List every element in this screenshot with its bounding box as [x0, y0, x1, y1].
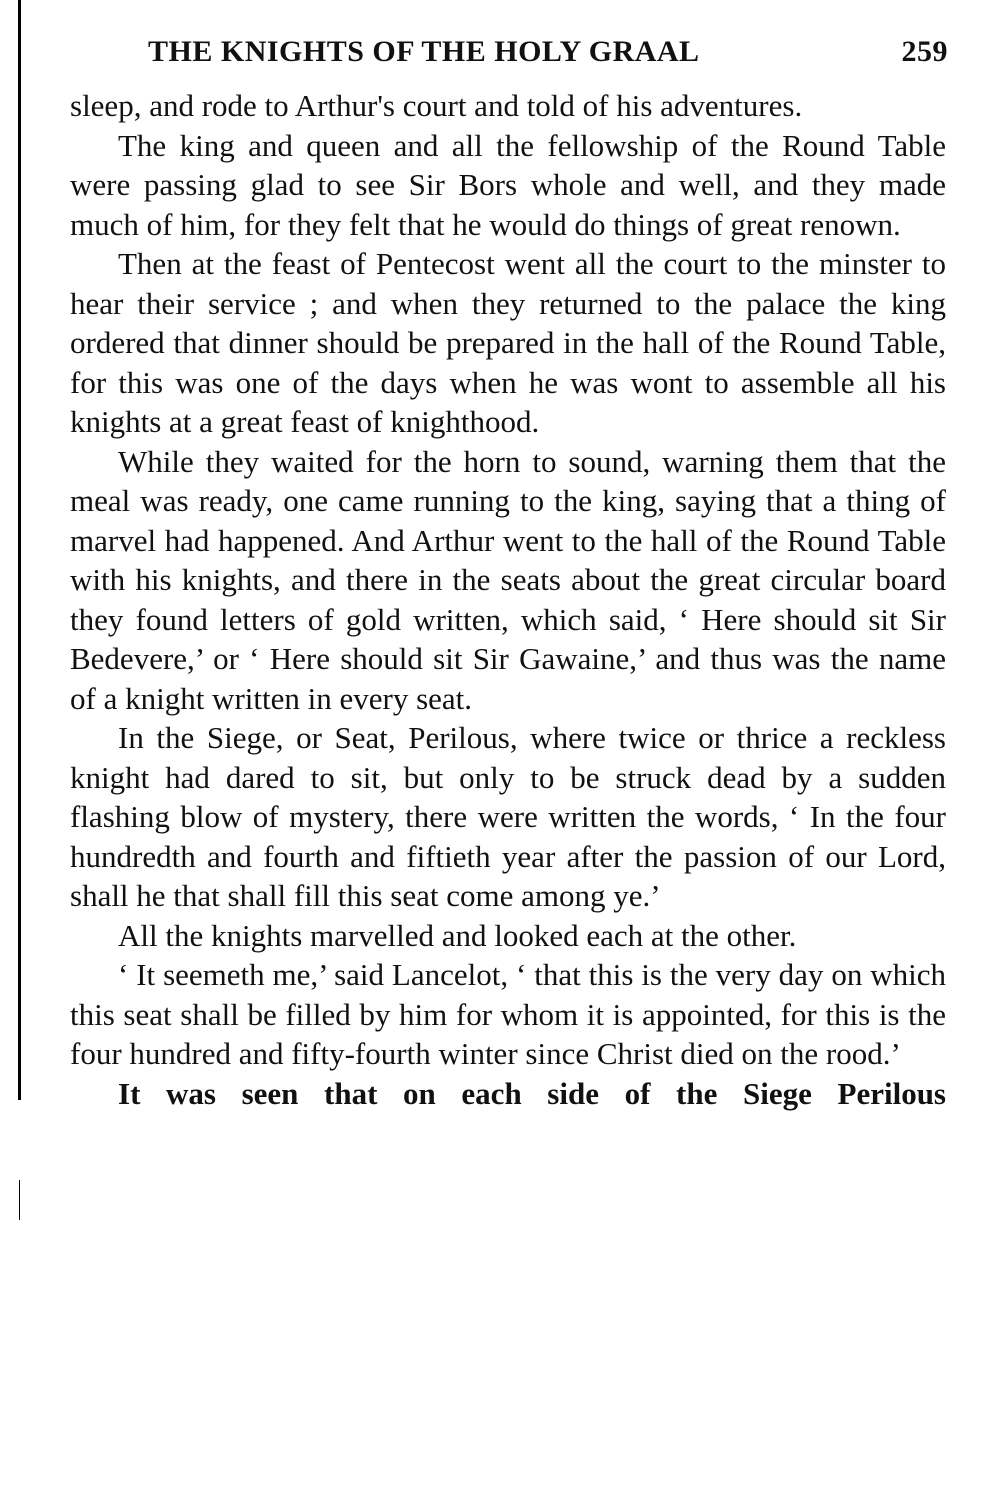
page-number: 259 — [901, 35, 948, 68]
paragraph: ‘ It seemeth me,’ said Lancelot, ‘ that this is the very day on which this seat shall be filled by him for whom it is appointed, for this is the four hundred and fifty-fourth winter since Christ died on the rood.’ — [70, 957, 946, 1071]
paragraph: While they waited for the horn to sound, warning them that the meal was ready, one came running to the king, saying that a thing of marvel had happened. And Arthur went to the hall of the Round Table with his knights, and there in the seats about the great circular board they found letters of gold written, which said, ‘ Here should sit Sir Bedevere,’ or ‘ Here should sit Sir Gawaine,’ and thus was the name of a knight written in every seat. — [70, 443, 946, 716]
paragraph: The king and queen and all the fellowship of the Round Table were passing glad to see Sir Bors whole and well, and they made much of him, for they felt that he would do things of great renown. — [70, 127, 946, 242]
scan-edge-line-lower — [19, 1180, 20, 1220]
running-title: THE KNIGHTS OF THE HOLY GRAAL — [148, 35, 700, 68]
body-text — [70, 86, 946, 1113]
running-header — [148, 30, 948, 74]
paragraph: sleep, and rode to Arthur's court and told of his adventures. — [70, 88, 803, 123]
paragraph: It was seen that on each side of the Siege Perilous — [118, 1075, 946, 1111]
scan-edge-line — [18, 0, 21, 1100]
paragraph: Then at the feast of Pentecost went all the court to the minster to hear their service ; and when they returned to the palace the king ordered that dinner should be prepared in the hall of the Round Table, for this was one of the days when he was wont to assemble all his knights at a great feast of knighthood. — [70, 246, 946, 439]
paragraph: In the Siege, or Seat, Perilous, where twice or thrice a reckless knight had dared to sit, but only to be struck dead by a sudden flashing blow of mystery, there were written the words, ‘ In the four hundredth and fourth and fiftieth year after the passion of our Lord, shall he that shall fill this seat come among ye.’ — [70, 720, 946, 913]
paragraph: All the knights marvelled and looked each at the other. — [118, 917, 797, 953]
